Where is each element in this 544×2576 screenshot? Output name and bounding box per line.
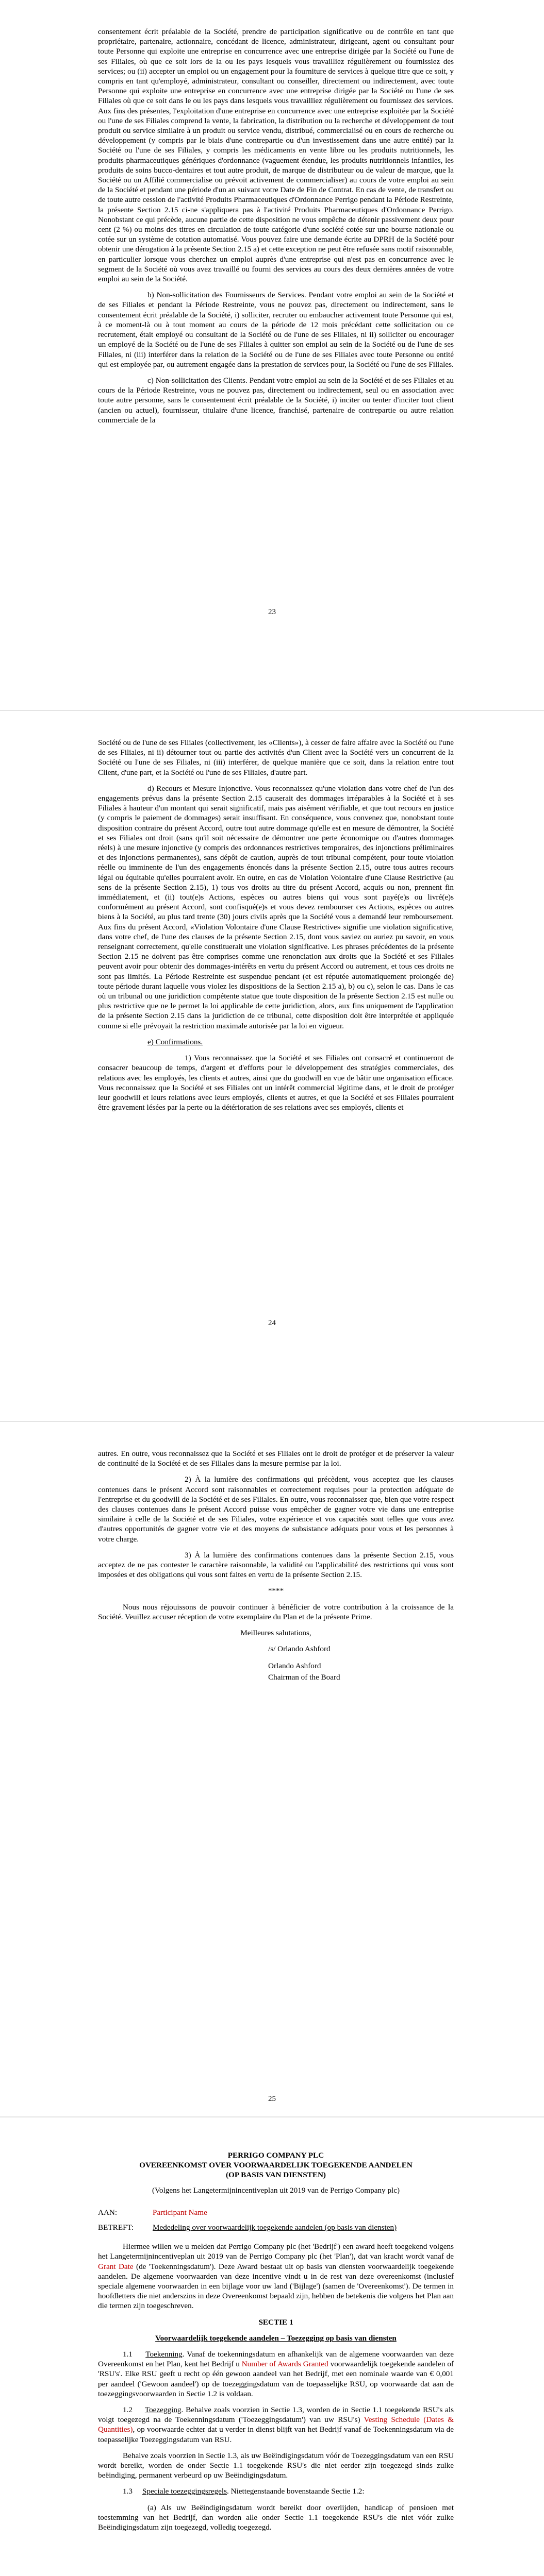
intro-paragraph (98, 2242, 454, 2311)
addressee-row (98, 2208, 454, 2217)
vesting-schedule-field: Vesting Schedule (Dates & Quantities) (98, 2415, 454, 2434)
clause-1-2 (98, 2405, 454, 2445)
paragraph: 2) À la lumière des confirmations qui précèdent, vous acceptez que les clauses contenues dans le présent Accord sont raisonnables et correctement requises pour la protection adéquate de l'entreprise et du goodwill de la Société et de ses Filiales. En outre, vous reconnaissez que, bien que votre respect des clauses contenues dans le présent Accord puisse vous empêcher de gagner votre vie dans une entreprise similaire à celle de la Société et de ses Filiales, votre expérience et vos capacités sont telles que vous avez d'autres opportunités de gagner votre vie et des moyens de subsistance adéquats pour vous et les personnes à votre charge. (98, 1475, 454, 1544)
page-number: 24 (268, 1319, 276, 1327)
clause-text: . Vanaf de toekenningsdatum en afhankelijk van de algemene voorwaarden van deze Overeenkomst en het Plan, kent het Bedrijf u (98, 2350, 454, 2369)
clause-heading: Speciale toezeggingsregels (142, 2487, 227, 2496)
paragraph: 1) Vous reconnaissez que la Société et ses Filiales ont consacré et continueront de consacrer beaucoup de temps, d'argent et d'efforts pour le développement des stratégies commerciales, des relations avec les employés, les clients et autres, ainsi que du goodwill en vue de bâtir une organisation efficace. Vous reconnaissez que la Société et ses Filiales ont un intérêt commercial légitime dans, et le droit de protéger leur goodwill et leurs relations avec leurs employés, clients et autres, et que la Société et ses Filiales pourraient être gravement lésées par la perte ou la détérioration de ses relations avec ses employés, clients et (98, 1054, 454, 1112)
clause-number: 1.1 (123, 2350, 133, 2359)
paragraph: consentement écrit préalable de la Société, prendre de participation significative ou de contrôle en tant que propriétaire, partenaire, actionnaire, concédant de licence, administrateur, dirigeant, agent ou consultant pour toute Personne qui exploite une entreprise en concurrence avec une entreprise dirigée par la Société ou l'une de ses Filiales, où que ce soit lors de la ou les pays lesquels vous travailliez régulièrement ou fournissiez des services; ou (ii) accepter un emploi ou un engagement pour la fourniture de services à quelque titre que ce soit, y compris en tant qu'employé, administrateur, consultant ou conseiller, directement ou indirectement, avec toute Personne qui exploite une entreprise en concurrence avec une entreprise dirigée par la Société ou l'une de ses Filiales où que ce soit dans le ou les pays dans lesquels vous travailliez régulièrement ou fournissez des services. Aux fins des présentes, l'exploitation d'une entreprise en concurrence avec une entreprise exploitée par la Société ou l'une de ses Filiales comprend la vente, la fabrication, la distribution ou la recherche et développement de tout produit ou service similaire à un produit ou service vendu, distribué, commercialisé ou en cours de recherche ou développement (y compris par le biais d'une contrepartie ou d'un investissement dans une autre entité) par la Société ou l'une de ses Filiales, y compris les médicaments en vente libre ou les produits nutritionnels, les produits pharmaceutiques génériques d'ordonnance (vaguement étendue, les produits nutritionnels infantiles, les produits de soins bucco-dentaires et tout autre produit, de marque de distributeur ou de valeur de marque, que la Société ou un Affilié commercialise ou prévoit activement de commercialiser) au cours de votre emploi au sein de la Société et pendant une période d'un an suivant votre Date de Fin de Contrat. En cas de vente, de transfert ou de toute autre cession de l'activité Produits Pharmaceutiques d'Ordonnance Perrigo pendant la Période Restreinte, la présente Section 2.15 ci-ne s'appliquera pas à l'activité Produits Pharmaceutiques d'Ordonnance Perrigo. Nonobstant ce qui précède, aucune partie de cette disposition ne vous empêche de détenir passivement deux pour cent (2 %) ou moins des titres en circulation de toute catégorie d'une société cotée sur une bourse nationale ou cotée sur un système de cotation automatisé. Vous pouvez faire une demande écrite au DPRH de la Société pour obtenir une dérogation à la présente Section 2.15 a) et cette exception ne peut être refusée sans motif raisonnable, en particulier lorsque vous cherchez un emploi auprès d'une entreprise qui n'est pas en concurrence avec le segment de la Société où vous avez travaillé ou fourni des services au cours des deux dernières années de votre emploi au sein de la Société. (98, 27, 454, 284)
clause-number: 1.2 (123, 2405, 133, 2415)
clause-text: . Niettegenstaande bovenstaande Sectie 1.2: (227, 2487, 365, 2496)
document-page-26 (0, 2117, 544, 2576)
signer-name: Orlando Ashford (268, 1662, 321, 1671)
clause-1-3-a: (a) Als uw Beëindigingsdatum wordt bereikt door overlijden, handicap of pensioen met toestemming van het Bedrijf, dan worden alle onder Sectie 1.1 toegekende RSU's die niet vóór zulke Beëindigingsdatum zijn toegezegd, volledig toegezegd. (98, 2503, 454, 2532)
page-body (98, 1449, 454, 1683)
page-body (98, 2150, 454, 2538)
clause-1-3 (98, 2486, 454, 2496)
plan-reference: (Volgens het Langetermijnincentiveplan uit 2019 van de Perrigo Company plc) (152, 2185, 400, 2195)
clause-number: 1.3 (123, 2487, 133, 2496)
subject-label: BETREFT: (98, 2223, 134, 2232)
paragraph: Société ou de l'une de ses Filiales (collectivement, les «Clients»), à cesser de faire affaire avec la Société ou l'une de ses Filiales, ni ii) détourner tout ou partie des activités d'un Client avec la Société vers un concurrent de la Société ou l'une de ses Filiales, ni (iii) interférer, de quelque manière que ce soit, dans la relation entre tout Client, d'une part, et la Société ou l'une de ses Filiales, d'autre part. (98, 738, 454, 777)
page-number: 25 (268, 2095, 276, 2103)
clause-text: , op voorwaarde echter dat u verder in dienst blijft van het Bedrijf vanaf de Toekenningsdatum via de toepasselijke Toezeggingsdatum van RSU. (98, 2425, 454, 2444)
document-page-23 (0, 0, 544, 711)
document-page-25 (0, 1422, 544, 2117)
paragraph: d) Recours et Mesure Injonctive. Vous reconnaissez qu'une violation dans votre chef de l'un des engagements prévus dans la présente Section 2.15 causerait des dommages irréparables à la Société et à ses Filiales à hauteur d'un montant qui serait significatif, mais pas aisément vérifiable, et que tout recours en justice (y compris le paiement de dommages) serait insuffisant. En conséquence, vous convenez que, nonobstant toute disposition contraire du présent Accord, outre tout autre dommage qu'elle est en mesure de démontrer, la Société et ses Filiales ont droit (sans qu'il soit nécessaire de démontrer une perte économique ou d'autres dommages réels) à une mesure injonctive (y compris des ordonnances restrictives temporaires, des injonctions préliminaires et des injonctions permanentes), sans dépôt de caution, auprès de tout tribunal compétent, pour toute violation réelle ou imminente de l'un des engagements énoncés dans la présente Section 2.15, outre tous autres recours légal ou équitable qu'elles pourraient avoir. En outre, en cas de Violation Volontaire d'une Clause Restrictive (au sens de la présente Section 2.15), 1) tous vos droits au titre du présent Accord, acquis ou non, prennent fin immédiatement, et (ii) tout(e)s Actions, espèces ou autres biens qui vous sont payé(e)s ou livré(e)s conformément au présent Accord, sont confisqué(e)s et vous devez rembourser ces Actions, espèces ou autres biens à la Société, au plus tard trente (30) jours civils après que la Société vous a demandé leur remboursement. Aux fins du présent Accord, «Violation Volontaire d'une Clause Restrictive» signifie une violation significative, dans votre chef, de l'une des clauses de la présente Section 2.15, dont vous saviez ou auriez pu savoir, en vous renseignant correctement, qu'elle constituerait une violation significative. Les phrases précédentes de la présente Section 2.15 ne doivent pas être comprises comme une renonciation aux droits que la Société et ses Filiales peuvent avoir pour obtenir des dommages-intérêts en vertu du présent Accord ou autrement, et tous ces droits ne sont pas limités. La Période Restreinte est suspendue pendant (et est réputée automatiquement prolongée de) toute période durant laquelle vous violez les dispositions de la Section 2.15 a), b) ou c), selon le cas. Dans le cas où un tribunal ou une juridiction compétente statue que toute disposition de la présente Section 2.15 est nulle ou plus restrictive que ne le permet la loi applicable de cette juridiction, alors, aux fins uniquement de l'application de la présente Section 2.15 dans la juridiction de ce tribunal, cette disposition doit être interprétée et appliquée comme si elle prévoyait la restriction maximale autorisée par la loi en vigueur. (98, 784, 454, 1030)
awards-count-field: Number of Awards Granted (241, 2360, 328, 2369)
intro-text: (de 'Toekenningsdatum'). Deze Award bestaat uit op basis van diensten voorwaardelijk toegekende aandelen. De algemene voorwaarden van deze incentive vindt u in de rest van deze overeenkomst (inclusief speciale algemene voorwaarden in een bijlage voor uw land ('Bijlage') (samen de 'Overeenkomst'). De termen in hoofdletters die niet anderszins in deze Overeenkomst bepaald zijn, hebben de betekenis die volgens het Plan aan die termen zijn toegeschreven. (98, 2262, 454, 2311)
clause-1-1 (98, 2349, 454, 2399)
paragraph: 3) À la lumière des confirmations contenues dans la présente Section 2.15, vous acceptez de ne pas contester le caractère raisonnable, la validité ou l'applicabilité des restrictions qui vous sont imposées et des obligations qui vous sont faites en vertu de la présente Section 2.15. (98, 1550, 454, 1580)
page-number: 23 (268, 608, 276, 616)
page-body (98, 27, 454, 431)
agreement-header (98, 2150, 454, 2180)
paragraph: c) Non-sollicitation des Clients. Pendant votre emploi au sein de la Société et de ses Filiales et au cours de la Période Restreinte, vous ne pouvez pas, directement ou indirectement, seul ou en association avec toute autre personne, sans le consentement écrit préalable de la Société, i) inciter ou tenter d'inciter tout client (ancien ou actuel), fournisseur, titulaire d'une licence, franchisé, partenaire de contrepartie ou autre relation commerciale de la (98, 376, 454, 425)
clause-heading: Toezegging (144, 2405, 182, 2415)
paragraph: autres. En outre, vous reconnaissez que la Société et ses Filiales ont le droit de protéger et de préserver la valeur de continuité de la Société et de ses Filiales dans la mesure permise par la loi. (98, 1449, 454, 1468)
subject-value: Mededeling over voorwaardelijk toegekende aandelen (op basis van diensten) (153, 2223, 397, 2232)
section-subtitle: Voorwaardelijk toegekende aandelen – Toezegging op basis van diensten (155, 2333, 397, 2343)
separator-stars: **** (268, 1586, 284, 1596)
section-title: SECTIE 1 (258, 2317, 293, 2327)
document-page-24 (0, 711, 544, 1422)
closing: Meilleures salutations, (240, 1629, 311, 1638)
grant-date-field: Grant Date (98, 2262, 134, 2271)
participant-name-field: Participant Name (153, 2208, 207, 2217)
addressee-label: AAN: (98, 2208, 118, 2217)
signature-block (268, 1644, 454, 1682)
section-heading: e) Confirmations. (147, 1037, 203, 1046)
clause-heading: Toekenning (145, 2350, 183, 2359)
clause-text: voorwaardelijk toegekende aandelen of 'RSU's'. Elke RSU geeft u recht op één gewoon aandeel van het Bedrijf, met een nominale waarde van € 0,001 per aandeel ('Gewoon aandeel') op de toezeggingsdatum van de toepasselijke RSU, op voorwaarde dat aan de toezeggingsvoorwaarden in Sectie 1.2 is voldaan. (98, 2360, 454, 2398)
intro-text: Hiermee willen we u melden dat Perrigo Company plc (het 'Bedrijf') een award heeft toegekend volgens het Langetermijnincentiveplan uit 2019 van de Perrigo Company plc (het 'Plan'), dat van kracht wordt vanaf de (98, 2242, 454, 2261)
agreement-title: OVEREENKOMST OVER VOORWAARDELIJK TOEGEKENDE AANDELEN (139, 2161, 413, 2170)
paragraph: b) Non-sollicitation des Fournisseurs de Services. Pendant votre emploi au sein de la Société et de ses Filiales et pendant la Période Restreinte, vous ne pouvez pas, directement ou indirectement, sans le consentement écrit préalable de la Société, i) solliciter, recruter ou embaucher activement toute Personne qui est, à ce moment-là ou à tout moment au cours de la période de 12 mois précédant cette sollicitation ou ce recrutement, était employé ou consultant de la Société ou de l'une de ses Filiales, ni ii) solliciter ou encourager un employé de la Société ou de l'une de ses Filiales à quitter son emploi au sein de la Société ou de l'une de ses Filiales, ni (iii) interférer dans la relation de la Société ou de l'une de ses Filiales avec toute Personne ou entité qui est employée par, ou autrement engagée dans la prestation de services pour, la Société ou l'une de ses Filiales. (98, 291, 454, 369)
subject-row (98, 2223, 454, 2232)
company-name: PERRIGO COMPANY PLC (227, 2151, 324, 2160)
clause-text: . Behalve zoals voorzien in Sectie 1.3, worden de in Sectie 1.1 toegekende RSU's als volgt toegezegd na de Toekenningsdatum ('Toezeggingsdatum') van uw RSU's) (98, 2405, 454, 2425)
page-body (98, 738, 454, 1118)
paragraph: Behalve zoals voorzien in Sectie 1.3, als uw Beëindigingsdatum vóór de Toezeggingsdatum van een RSU wordt bereikt, worden de onder Sectie 1.1 toegekende RSU's die niet eerder zijn toegezegd sinds zulke beëindiging, permanent verbeurd op uw Beëindigingsdatum. (98, 2451, 454, 2480)
signer-title: Chairman of the Board (268, 1672, 340, 1682)
signature-line: /s/ Orlando Ashford (268, 1645, 331, 1654)
agreement-subtitle: (OP BASIS VAN DIENSTEN) (226, 2171, 326, 2180)
paragraph: Nous nous réjouissons de pouvoir continuer à bénéficier de votre contribution à la croissance de la Société. Veuillez accuser réception de votre exemplaire du Plan et de la présente Prime. (98, 1602, 454, 1621)
